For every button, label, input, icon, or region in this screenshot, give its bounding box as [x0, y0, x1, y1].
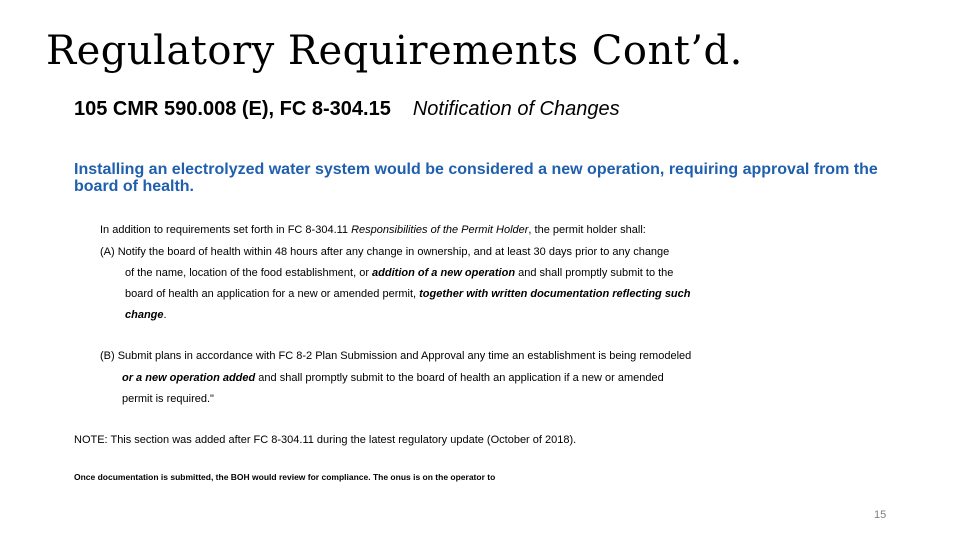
item-a-line-3	[125, 288, 691, 300]
item-a-text: and shall promptly submit to the	[515, 267, 674, 279]
footer-note: Once documentation is submitted, the BOH would review for compliance. The onus is on the operator to	[74, 472, 496, 482]
page-number: 15	[874, 509, 887, 521]
item-b-text: and shall promptly submit to the board of health an application if a new or amended	[255, 372, 664, 384]
note-text: NOTE: This section was added after FC 8-304.11 during the latest regulatory update (October of 2018).	[74, 434, 577, 446]
item-a-text: board of health an application for a new or amended permit,	[125, 288, 420, 300]
item-b-line-2	[122, 372, 664, 384]
item-a-line-1: (A) Notify the board of health within 48 hours after any change in ownership, and at least 30 days prior to any change	[100, 246, 670, 258]
item-b-emphasis: or a new operation added	[122, 372, 256, 384]
intro-line	[100, 224, 646, 236]
intro-italic: Responsibilities of the Permit Holder	[351, 224, 529, 236]
regulation-code: 105 CMR 590.008 (E), FC 8-304.15	[74, 98, 391, 120]
item-a-line-4	[125, 309, 167, 321]
intro-text-end: , the permit holder shall:	[528, 224, 646, 236]
slide-title: Regulatory Requirements Cont’d.	[46, 28, 743, 74]
item-a-text: of the name, location of the food establishment, or	[125, 267, 373, 279]
item-a-emphasis: change	[125, 309, 164, 321]
regulation-topic: Notification of Changes	[412, 98, 620, 120]
callout-text: Installing an electrolyzed water system would be considered a new operation, requiring approval from the board of health.	[74, 161, 878, 195]
item-a-emphasis: addition of a new operation	[372, 267, 516, 279]
intro-text: In addition to requirements set forth in FC 8-304.11	[100, 224, 352, 236]
slide-subtitle	[74, 98, 620, 121]
item-b-line-1: (B) Submit plans in accordance with FC 8-2 Plan Submission and Approval any time an establishment is being remodeled	[100, 350, 692, 362]
item-a-text: .	[163, 309, 167, 321]
item-b-line-3: permit is required."	[122, 393, 214, 405]
item-a-emphasis: together with written documentation reflecting such	[419, 288, 691, 300]
item-a-line-2	[125, 267, 673, 279]
